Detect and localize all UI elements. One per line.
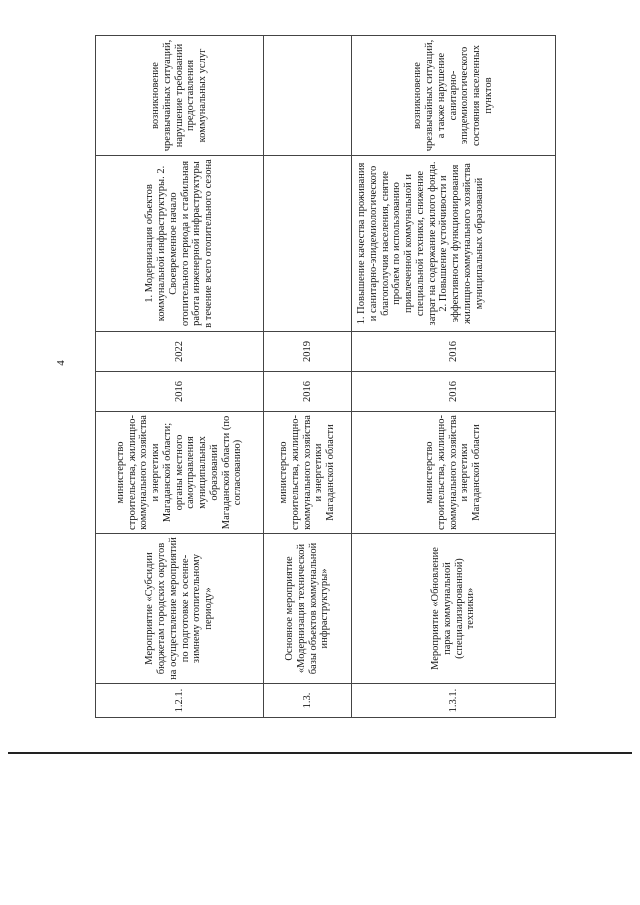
executor: министерство строительства, жилищно-коммунального хозяйства и энергетики Магаданской области [352, 412, 556, 534]
end-year: 2022 [96, 332, 264, 372]
start-year: 2016 [264, 372, 352, 412]
measure-name: Мероприятие «Обновление парка коммунальной (специализированной) техники» [352, 534, 556, 684]
start-year: 2016 [352, 372, 556, 412]
consequences: возникновение чрезвычайных ситуаций, а также нарушение санитарно-эпидемиологического состояния населенных пунктов [352, 36, 556, 156]
page-number: 4 [54, 360, 67, 366]
consequences: возникновение чрезвычайных ситуаций, нарушение требований предоставления коммунальных услуг [96, 36, 264, 156]
table-frame [95, 36, 555, 718]
page-divider [8, 752, 632, 754]
table-row [264, 36, 352, 718]
executor: министерство строительства, жилищно-коммунального хозяйства и энергетики Магаданской области; органы местного самоуправления муниципальных образований Магаданской области (по согласованию) [96, 412, 264, 534]
expected-result: 1. Модернизация объектов коммунальной инфраструктуры. 2. Своевременное начало отопительного периода и стабильная работа инженерной инфраструктуры в течение всего отопительного сезона [96, 156, 264, 332]
row-number: 1.2.1. [96, 684, 264, 718]
end-year: 2016 [352, 332, 556, 372]
table-row [352, 36, 556, 718]
row-number: 1.3.1. [352, 684, 556, 718]
start-year: 2016 [96, 372, 264, 412]
measure-name: Основное мероприятие «Модернизация технической базы объектов коммунальной инфраструктуры» [264, 534, 352, 684]
executor: министерство строительства, жилищно-коммунального хозяйства и энергетики Магаданской области [264, 412, 352, 534]
rotated-table-container [95, 36, 555, 718]
measures-table [95, 35, 556, 718]
expected-result: 1. Повышение качества проживания и санитарно-эпидемиологического благополучия населения, снятие проблем по использованию привлеченной коммунальной и специальной техники, снижение затрат на содержание жилого фонда. 2. Повышение устойчивости и эффективности функционирования жилищно-коммунального хозяйства муниципальных образований [352, 156, 556, 332]
expected-result [264, 156, 352, 332]
row-number: 1.3. [264, 684, 352, 718]
table-row [96, 36, 264, 718]
measure-name: Мероприятие «Субсидии бюджетам городских округов на осуществление мероприятий по подготовке к осенне-зимнему отопительному периоду» [96, 534, 264, 684]
consequences [264, 36, 352, 156]
end-year: 2019 [264, 332, 352, 372]
